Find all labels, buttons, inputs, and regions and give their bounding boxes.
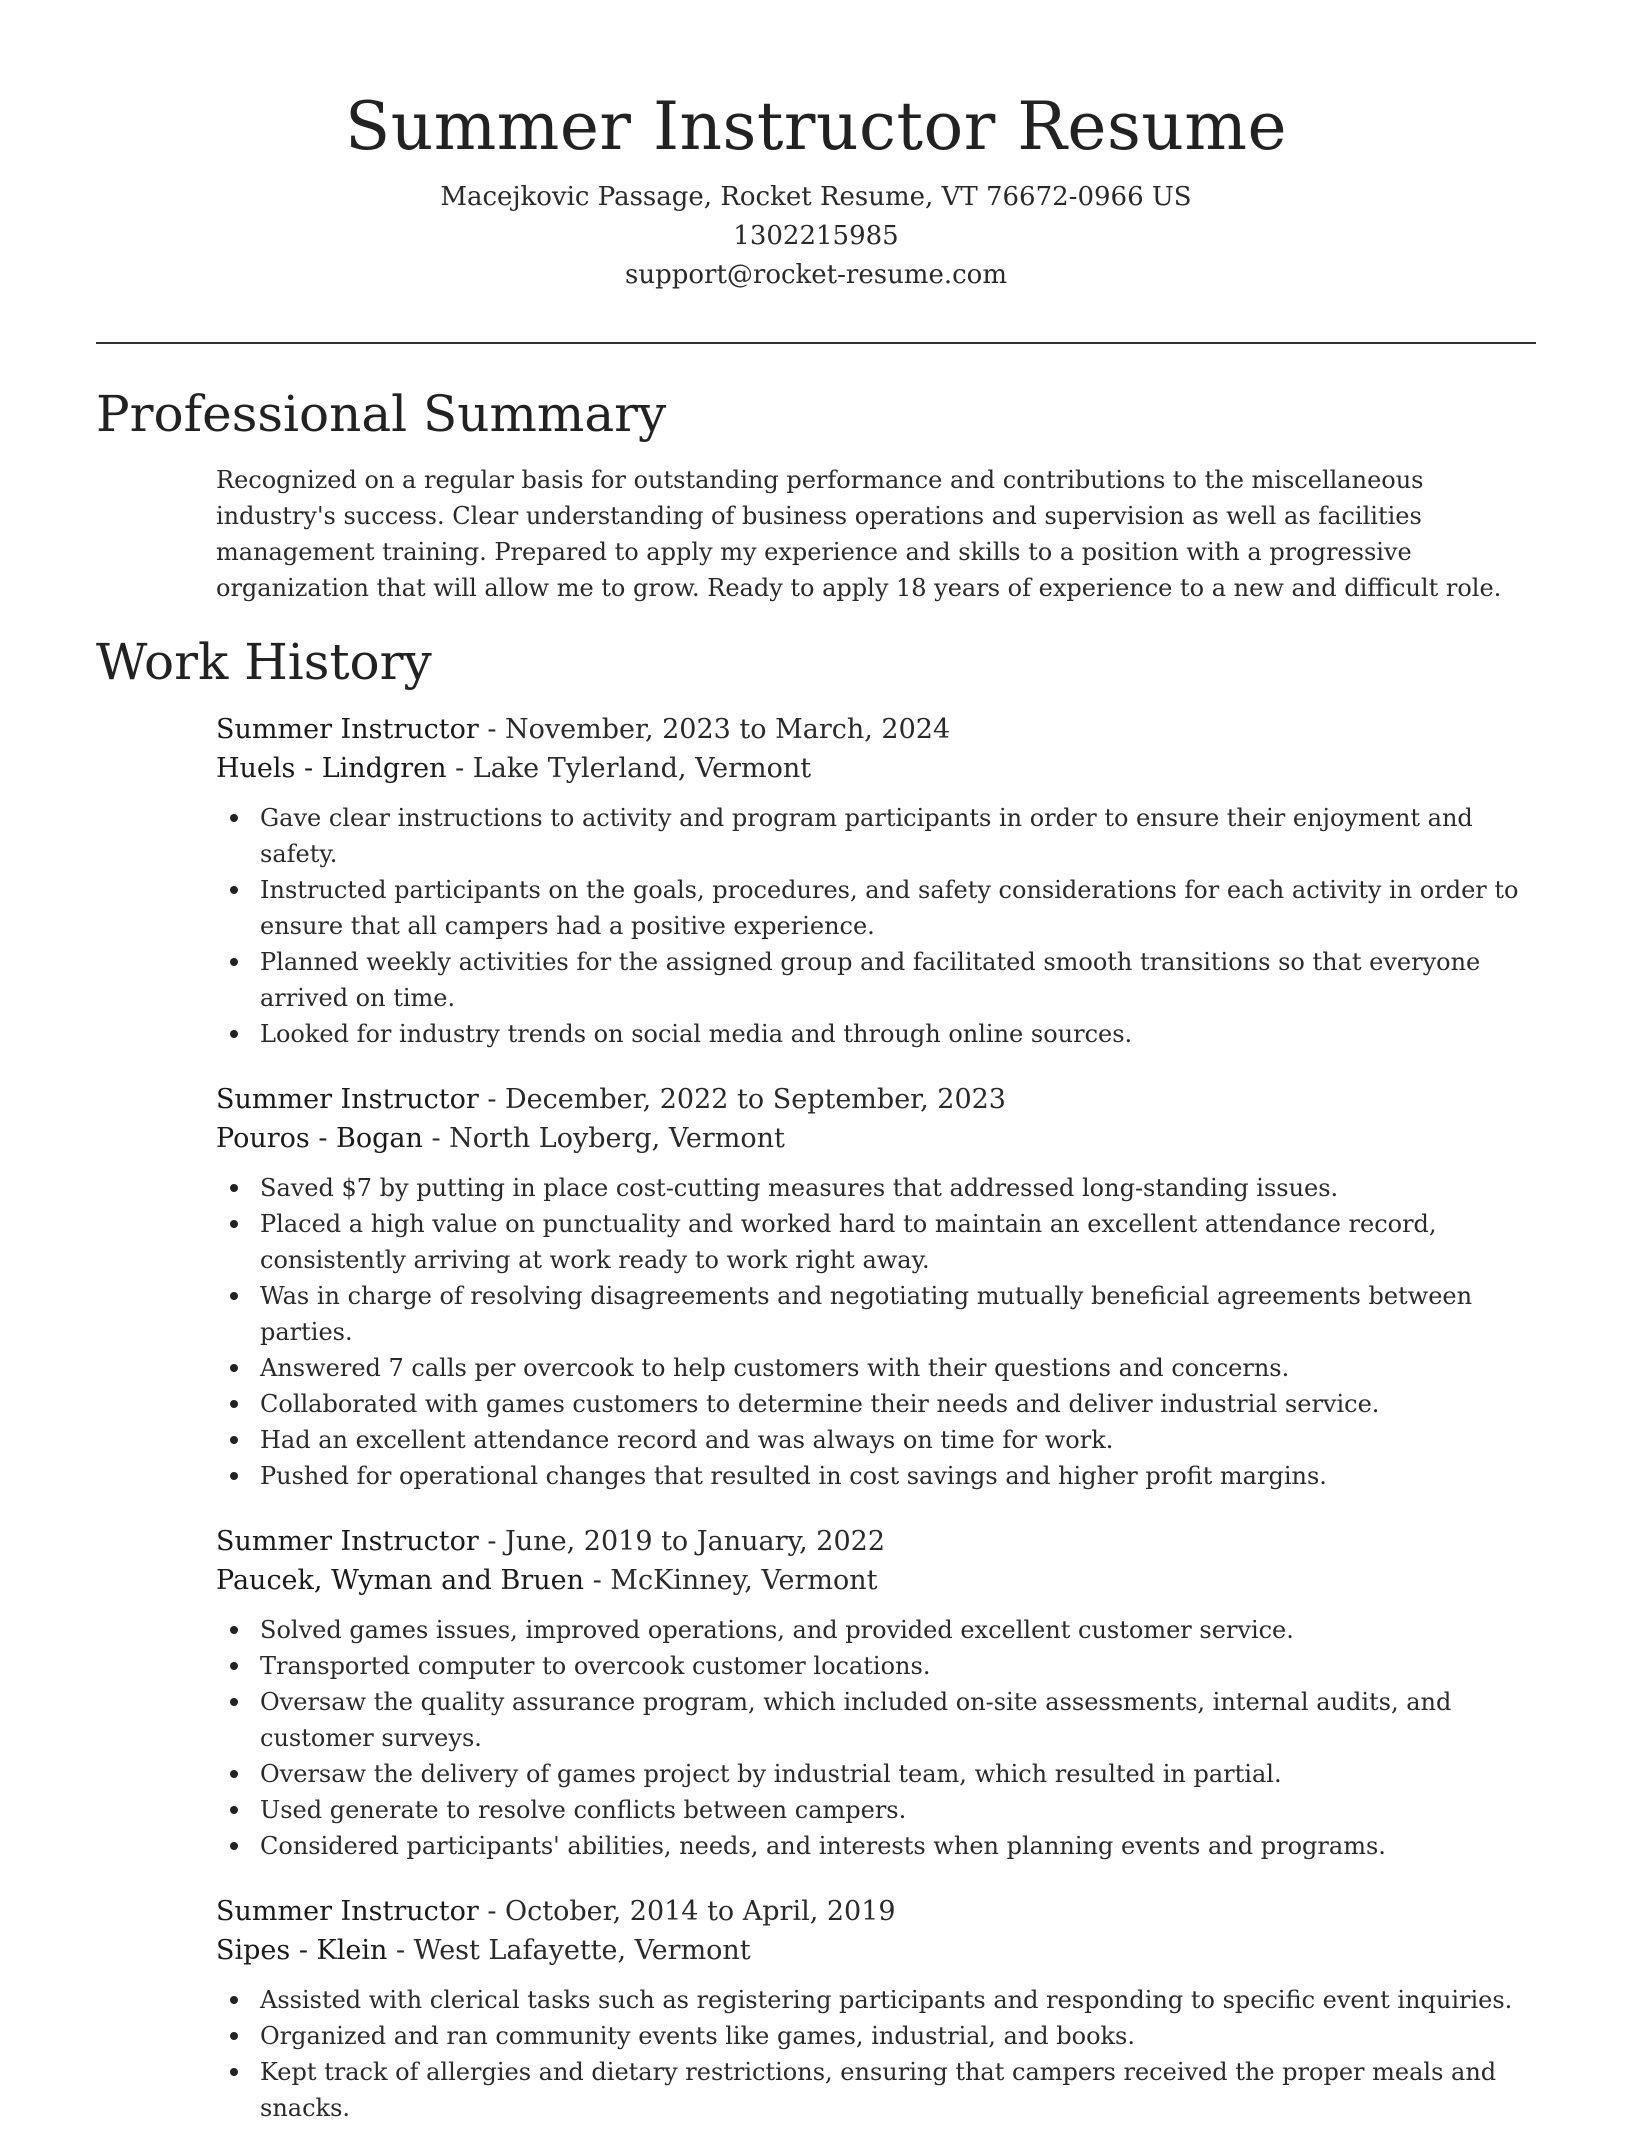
job-bullet: Assisted with clerical tasks such as registering participants and responding to specific event inquiries. (260, 1982, 1546, 2018)
job-bullet: Saved $7 by putting in place cost-cutting measures that addressed long-standing issues. (260, 1170, 1546, 1206)
summary-heading: Professional Summary (96, 385, 667, 443)
job-bullet: Oversaw the delivery of games project by industrial team, which resulted in partial. (260, 1756, 1546, 1792)
job-title: Summer Instructor (216, 714, 479, 745)
job-title: Summer Instructor (216, 1084, 479, 1115)
job-company: Huels - Lindgren (216, 753, 447, 784)
job-title-line (216, 710, 1546, 749)
job-bullet-list (216, 1612, 1546, 1864)
contact-info (96, 178, 1536, 295)
job-bullet-list (216, 800, 1546, 1052)
job-dates: - December, 2022 to September, 2023 (478, 1084, 1006, 1115)
job-bullet: Oversaw the quality assurance program, which included on-site assessments, internal audits, and customer surveys. (260, 1684, 1546, 1756)
job-bullet: Had an excellent attendance record and was always on time for work. (260, 1422, 1546, 1458)
job-title-line (216, 1522, 1546, 1561)
job-dates: - June, 2019 to January, 2022 (478, 1526, 886, 1557)
job-bullet: Planned weekly activities for the assigned group and facilitated smooth transitions so that everyone arrived on time. (260, 944, 1546, 1016)
job-dates: - October, 2014 to April, 2019 (478, 1896, 896, 1927)
job-location: - North Loyberg, Vermont (422, 1123, 785, 1154)
job-bullet: Kept track of allergies and dietary restrictions, ensuring that campers received the proper meals and snacks. (260, 2054, 1546, 2126)
job-bullet-list (216, 1170, 1546, 1494)
job-title: Summer Instructor (216, 1526, 479, 1557)
job-dates: - November, 2023 to March, 2024 (478, 714, 951, 745)
job-title-line (216, 1892, 1546, 1931)
work-history-list (216, 710, 1546, 2154)
work-history-heading: Work History (96, 633, 432, 691)
job-company-line (216, 1119, 1546, 1158)
job-bullet: Answered 7 calls per overcook to help customers with their questions and concerns. (260, 1350, 1546, 1386)
job-bullet: Considered participants' abilities, needs, and interests when planning events and programs. (260, 1828, 1546, 1864)
resume-header (96, 84, 1536, 295)
job-bullet: Placed a high value on punctuality and worked hard to maintain an excellent attendance record, consistently arriving at work ready to work right away. (260, 1206, 1546, 1278)
job-company-line (216, 1931, 1546, 1970)
job-title: Summer Instructor (216, 1896, 479, 1927)
header-divider (96, 342, 1536, 344)
job-bullet: Instructed participants on the goals, procedures, and safety considerations for each activity in order to ensure that all campers had a positive experience. (260, 872, 1546, 944)
job-bullet: Pushed for operational changes that resulted in cost savings and higher profit margins. (260, 1458, 1546, 1494)
job-bullet: Gave clear instructions to activity and program participants in order to ensure their enjoyment and safety. (260, 800, 1546, 872)
job-entry (216, 710, 1546, 1052)
phone-text: 1302215985 (733, 221, 899, 251)
job-company: Pouros - Bogan (216, 1123, 423, 1154)
job-bullet: Used generate to resolve conflicts between campers. (260, 1792, 1546, 1828)
job-bullet: Collaborated with games customers to determine their needs and deliver industrial service. (260, 1386, 1546, 1422)
email-text: support@rocket-resume.com (624, 260, 1007, 290)
job-entry (216, 1080, 1546, 1494)
job-location: - West Lafayette, Vermont (387, 1935, 751, 1966)
job-bullet-list (216, 1982, 1546, 2126)
job-location: - McKinney, Vermont (584, 1565, 878, 1596)
job-location: - Lake Tylerland, Vermont (446, 753, 812, 784)
job-bullet: Looked for industry trends on social media and through online sources. (260, 1016, 1546, 1052)
address-text: Macejkovic Passage, Rocket Resume, VT 76672-0966 US (440, 182, 1192, 212)
job-title-line (216, 1080, 1546, 1119)
job-company: Paucek, Wyman and Bruen (216, 1565, 585, 1596)
job-company: Sipes - Klein (216, 1935, 388, 1966)
job-bullet: Was in charge of resolving disagreements and negotiating mutually beneficial agreements between parties. (260, 1278, 1546, 1350)
summary-paragraph: Recognized on a regular basis for outstanding performance and contributions to the miscellaneous industry's success. Clear understanding of business operations and supervision as well as facilities management training. Prepared to apply my experience and skills to a position with a progressive organization that will allow me to grow. Ready to apply 18 years of experience to a new and difficult role. (216, 466, 1502, 602)
job-company-line (216, 749, 1546, 788)
job-entry (216, 1892, 1546, 2126)
resume-title: Summer Instructor Resume (344, 88, 1288, 165)
job-company-line (216, 1561, 1546, 1600)
job-entry (216, 1522, 1546, 1864)
job-bullet: Transported computer to overcook customer locations. (260, 1648, 1546, 1684)
job-bullet: Organized and ran community events like games, industrial, and books. (260, 2018, 1546, 2054)
job-bullet: Solved games issues, improved operations, and provided excellent customer service. (260, 1612, 1546, 1648)
